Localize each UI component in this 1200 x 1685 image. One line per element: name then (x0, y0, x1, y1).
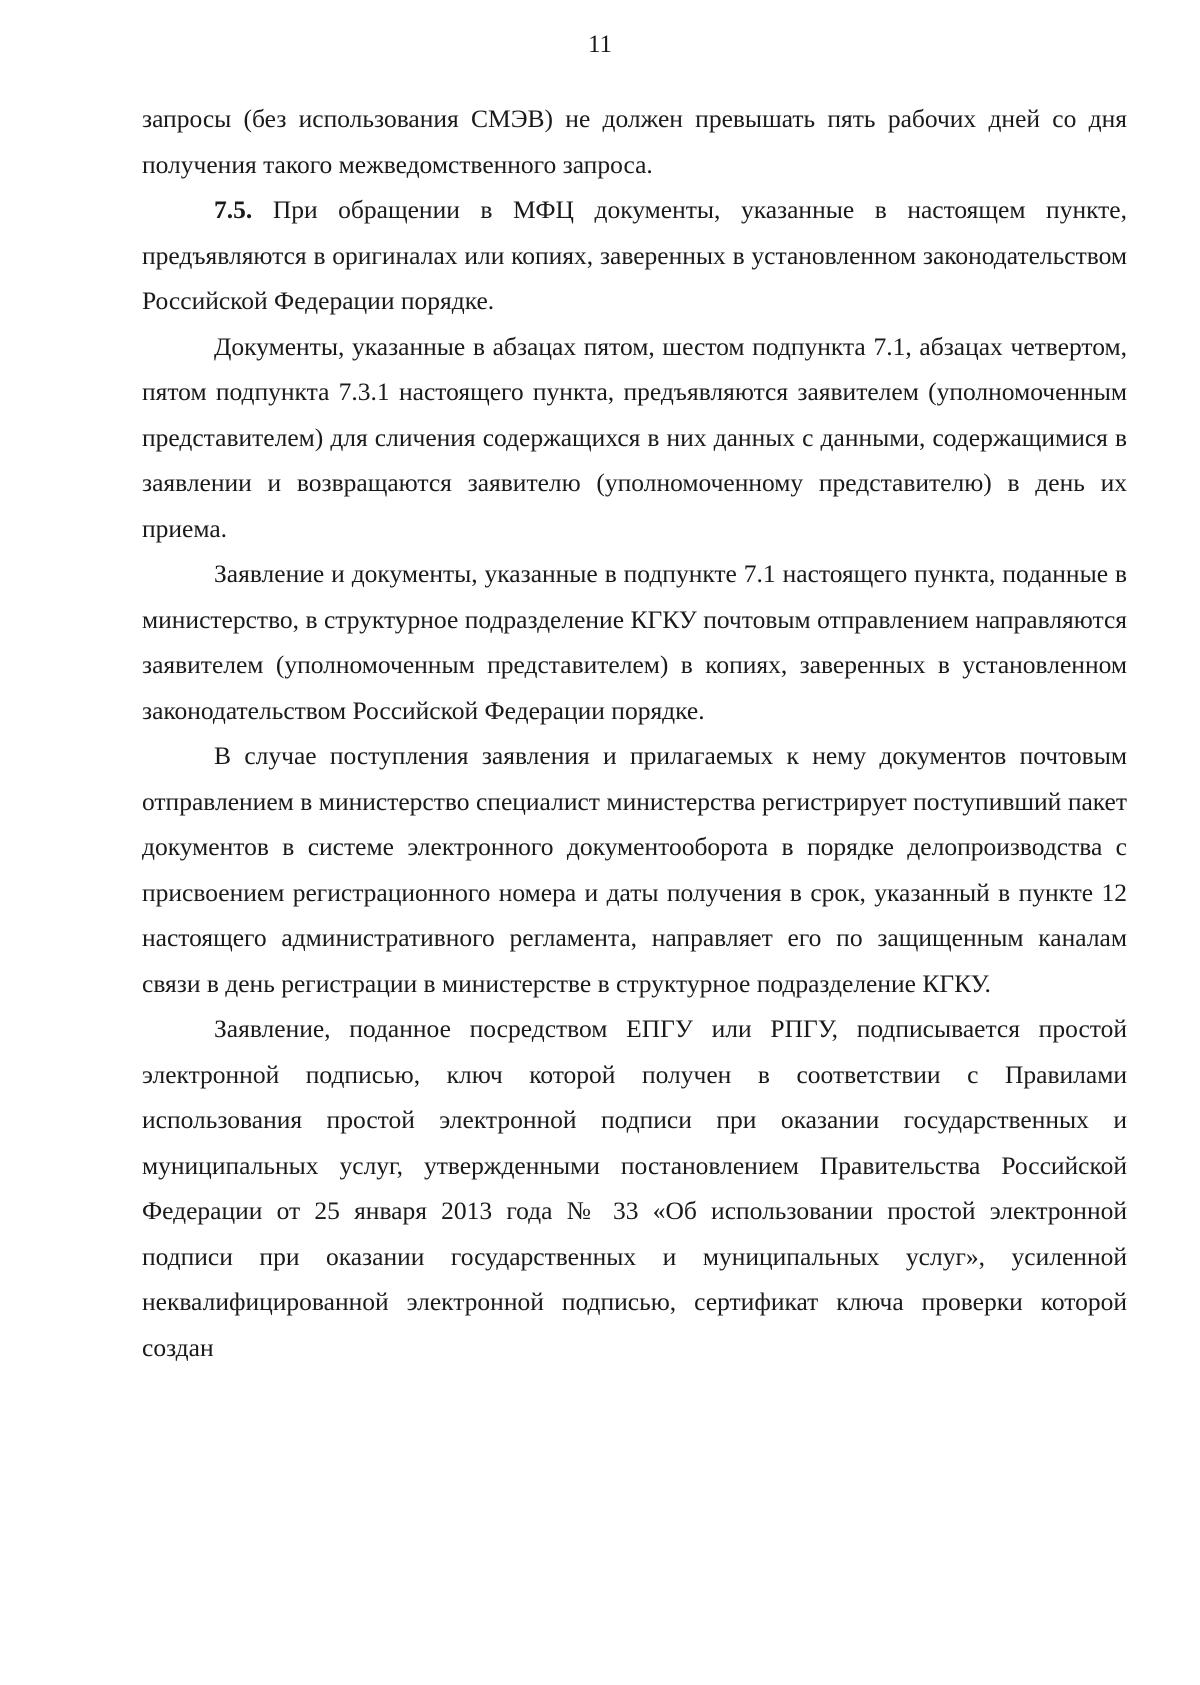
paragraph-text: Заявление, поданное посредством ЕПГУ или РПГУ, подписывается простой электронной подписью, ключ которой получен в соответствии с Правилами использования простой электронной подписи при оказании государственных и муниципальных услуг, утвержденными постановлением Правительства Российской Федерации от 25 января 2013 года № 33 «Об использовании простой электронной подписи при оказании государственных и муниципальных услуг», усиленной неквалифицированной электронной подписью, сертификат ключа проверки которой создан (142, 1014, 1127, 1362)
document-body (142, 96, 1127, 1370)
page-number: 11 (587, 31, 613, 58)
paragraph-text: При обращении в МФЦ документы, указанные в настоящем пункте, предъявляются в оригиналах или копиях, заверенных в установленном законодательством Российской Федерации порядке. (142, 195, 1127, 315)
clause-number: 7.5. (214, 195, 253, 224)
paragraph-postal-registration (142, 733, 1127, 1006)
paragraph-text: Документы, указанные в абзацах пятом, шестом подпункта 7.1, абзацах четвертом, пятом подпункта 7.3.1 настоящего пункта, предъявляются заявителем (уполномоченным представителем) для сличения содержащихся в них данных с данными, содержащимися в заявлении и возвращаются заявителю (уполномоченному представителю) в день их приема. (142, 331, 1127, 543)
paragraph-documents-presented (142, 324, 1127, 552)
paragraph-text: Заявление и документы, указанные в подпункте 7.1 настоящего пункта, поданные в министерство, в структурное подразделение КГКУ почтовым отправлением направляются заявителем (уполномоченным представителем) в копиях, заверенных в установленном законодательством Российской Федерации порядке. (142, 559, 1127, 725)
paragraph-7-5 (142, 187, 1127, 324)
paragraph-electronic-signature (142, 1006, 1127, 1370)
paragraph-continuation (142, 96, 1127, 187)
paragraph-text: запросы (без использования СМЭВ) не должен превышать пять рабочих дней со дня получения такого межведомственного запроса. (142, 104, 1127, 179)
paragraph-text: В случае поступления заявления и прилагаемых к нему документов почтовым отправлением в министерство специалист министерства регистрирует поступивший пакет документов в системе электронного документооборота в порядке делопроизводства с присвоением регистрационного номера и даты получения в срок, указанный в пункте 12 настоящего административного регламента, направляет его по защищенным каналам связи в день регистрации в министерстве в структурное подразделение КГКУ. (142, 741, 1127, 998)
paragraph-postal-submission (142, 551, 1127, 733)
